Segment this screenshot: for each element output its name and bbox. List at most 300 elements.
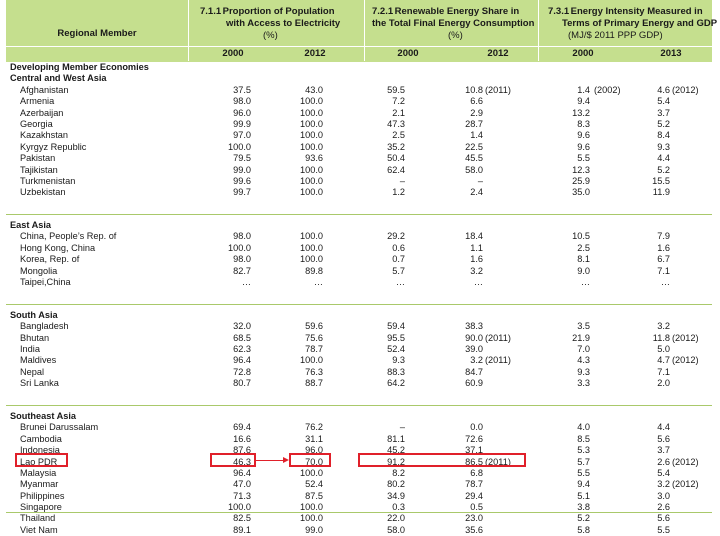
economy-name: Pakistan — [20, 153, 56, 164]
cell-value: 82.7 — [233, 265, 251, 276]
cell-value: 37.5 — [233, 84, 251, 95]
cell-value: 45.2 — [387, 445, 405, 456]
year-header: 2013 — [660, 48, 682, 59]
cell-value: 18.4 — [465, 231, 483, 242]
cell-value: 5.3 — [577, 445, 590, 456]
cell-value: 11.8 — [652, 332, 670, 343]
cell-value: 62.4 — [387, 164, 405, 175]
cell-value: 100.0 — [300, 141, 323, 152]
cell-value: 68.5 — [233, 332, 251, 343]
highlight-renewable-box — [358, 453, 526, 467]
indicator-7-1-1-header — [200, 6, 340, 42]
cell-value: 23.0 — [465, 513, 483, 524]
cell-value: 87.5 — [305, 490, 323, 501]
cell-value: 8.1 — [577, 254, 590, 265]
table-bottom-rule — [6, 512, 712, 513]
indicator-number: 7.2.1 — [372, 6, 394, 17]
cell-value: 88.7 — [305, 378, 323, 389]
economy-name: Kazakhstan — [20, 130, 69, 141]
group-gap — [6, 199, 712, 210]
cell-value: 3.7 — [657, 107, 670, 118]
cell-value: 4.4 — [657, 422, 670, 433]
economy-name: Bangladesh — [20, 321, 69, 332]
cell-value: 100.0 — [228, 502, 251, 513]
group-gap — [6, 288, 712, 299]
cell-value: 100.0 — [300, 231, 323, 242]
economy-name: Nepal — [20, 366, 45, 377]
cell-value: 22.0 — [387, 513, 405, 524]
economy-name: Taipei,China — [20, 277, 71, 288]
cell-value: 9.0 — [577, 265, 590, 276]
cell-value: 52.4 — [305, 479, 323, 490]
cell-value: 46.3 — [233, 456, 251, 467]
cell-value: 4.6 — [657, 84, 670, 95]
indicator-title-line2: with Access to Electricity — [226, 18, 341, 29]
highlight-name-box — [15, 453, 68, 467]
cell-value: 2.4 — [470, 187, 483, 198]
year-note: (2011) — [485, 332, 511, 343]
year-note: (2012) — [672, 355, 699, 366]
cell-value: 100.0 — [300, 96, 323, 107]
indicator-unit: (%) — [448, 30, 463, 41]
cell-value: 4.4 — [657, 153, 670, 164]
cell-value: 9.6 — [577, 130, 590, 141]
cell-value: 98.0 — [233, 96, 251, 107]
cell-value: 3.2 — [657, 321, 670, 332]
table-row — [6, 479, 712, 490]
indicator-number: 7.1.1 — [200, 6, 222, 17]
economy-name: Viet Nam — [20, 524, 58, 535]
cell-value: 87.6 — [233, 445, 251, 456]
cell-value: 47.3 — [387, 118, 405, 129]
cell-value: 97.0 — [233, 130, 251, 141]
year-note: (2011) — [485, 355, 511, 366]
cell-value: 9.4 — [577, 96, 590, 107]
cell-value: 7.0 — [577, 343, 590, 354]
cell-value: 1.6 — [470, 254, 483, 265]
cell-value: 8.2 — [392, 467, 405, 478]
cell-value: 80.7 — [233, 378, 251, 389]
cell-value: 8.4 — [657, 130, 670, 141]
cell-value: 7.9 — [657, 231, 670, 242]
cell-value: 0.3 — [392, 502, 405, 513]
arrow-line — [256, 460, 284, 461]
cell-value: 52.4 — [387, 343, 405, 354]
group-name: East Asia — [10, 220, 52, 231]
table-row — [6, 96, 712, 107]
cell-value: 78.7 — [305, 343, 323, 354]
cell-value: 100.0 — [300, 187, 323, 198]
table-row — [6, 277, 712, 288]
cell-value: 5.4 — [657, 467, 670, 478]
cell-value: 100.0 — [300, 513, 323, 524]
group-header-row — [6, 220, 712, 231]
cell-value: 79.5 — [233, 153, 251, 164]
cell-value: 3.0 — [657, 490, 670, 501]
year-header: 2000 — [397, 48, 419, 59]
cell-value: – — [477, 175, 483, 186]
cell-value: 5.8 — [577, 524, 590, 535]
section-title: Developing Member Economies — [10, 62, 149, 72]
cell-value: 3.3 — [577, 378, 590, 389]
cell-value: 100.0 — [300, 242, 323, 253]
cell-value: 72.8 — [233, 366, 251, 377]
cell-value: 5.2 — [577, 513, 590, 524]
cell-value: 29.4 — [465, 490, 483, 501]
economy-name: Indonesia — [20, 445, 60, 456]
economy-name: Sri Lanka — [20, 378, 59, 389]
cell-value: … — [473, 277, 483, 288]
cell-value: 11.9 — [652, 187, 670, 198]
cell-value: 96.4 — [233, 467, 251, 478]
cell-value: 2.6 — [657, 456, 670, 467]
table-row — [6, 266, 712, 277]
indicator-7-3-1-header — [548, 6, 717, 42]
cell-value: 2.1 — [392, 107, 405, 118]
cell-value: 15.5 — [652, 175, 670, 186]
indicator-title-line1: Proportion of Population — [222, 6, 335, 17]
economy-name: Singapore — [20, 502, 62, 513]
cell-value: 3.5 — [577, 321, 590, 332]
cell-value: 5.4 — [657, 96, 670, 107]
cell-value: 0.7 — [392, 254, 405, 265]
cell-value: – — [399, 422, 405, 433]
cell-value: 0.0 — [470, 422, 483, 433]
cell-value: 58.0 — [387, 524, 405, 535]
economy-name: Thailand — [20, 513, 56, 524]
economy-name: Hong Kong, China — [20, 242, 96, 253]
cell-value: 100.0 — [300, 164, 323, 175]
cell-value: 72.6 — [465, 433, 483, 444]
cell-value: 75.6 — [305, 332, 323, 343]
cell-value: 10.8 — [465, 84, 483, 95]
table-row — [6, 254, 712, 265]
cell-value: 82.5 — [233, 513, 251, 524]
cell-value: 2.6 — [657, 502, 670, 513]
cell-value: 96.4 — [233, 355, 251, 366]
cell-value: … — [580, 277, 590, 288]
cell-value: 70.0 — [305, 456, 323, 467]
cell-value: 100.0 — [300, 130, 323, 141]
economy-name: Afghanistan — [20, 84, 69, 95]
group-separator — [6, 405, 712, 408]
cell-value: 50.4 — [387, 153, 405, 164]
cell-value: 7.1 — [657, 265, 670, 276]
indicator-title-line2: the Total Final Energy Consumption — [372, 18, 535, 29]
group-separator — [6, 304, 712, 307]
economy-name: China, People’s Rep. of — [20, 231, 117, 242]
cell-value: 99.0 — [233, 164, 251, 175]
table-row — [6, 165, 712, 176]
cell-value: 37.1 — [465, 445, 483, 456]
cell-value: 91.2 — [387, 456, 405, 467]
table-row — [6, 333, 712, 344]
group-separator — [6, 214, 712, 217]
cell-value: … — [241, 277, 251, 288]
group-name: Southeast Asia — [10, 410, 77, 421]
section-title-row — [6, 62, 712, 73]
cell-value: 59.6 — [305, 321, 323, 332]
regional-member-header: Regional Member — [57, 28, 137, 39]
economy-name: Lao PDR — [20, 456, 58, 467]
table-row — [6, 119, 712, 130]
group-header-row — [6, 73, 712, 84]
cell-value: 1.2 — [392, 187, 405, 198]
cell-value: 4.7 — [657, 355, 670, 366]
cell-value: 5.5 — [657, 524, 670, 535]
indicator-title-line2: Terms of Primary Energy and GDP — [562, 18, 718, 29]
cell-value: 5.1 — [577, 490, 590, 501]
cell-value: 2.0 — [657, 378, 670, 389]
table-row — [6, 176, 712, 187]
cell-value: 60.9 — [465, 378, 483, 389]
group-name: South Asia — [10, 309, 58, 320]
cell-value: 76.3 — [305, 366, 323, 377]
year-note: (2011) — [485, 84, 511, 95]
table-row — [6, 525, 712, 536]
year-header: 2000 — [572, 48, 594, 59]
cell-value: 35.0 — [572, 187, 590, 198]
economy-name: Cambodia — [20, 433, 62, 444]
cell-value: 89.1 — [233, 524, 251, 535]
cell-value: 86.5 — [465, 456, 483, 467]
cell-value: 64.2 — [387, 378, 405, 389]
cell-value: … — [660, 277, 670, 288]
cell-value: 69.4 — [233, 422, 251, 433]
cell-value: 59.4 — [387, 321, 405, 332]
cell-value: 100.0 — [300, 118, 323, 129]
group-header-row — [6, 411, 712, 422]
economy-name: Korea, Rep. of — [20, 254, 80, 265]
cell-value: 31.1 — [305, 433, 323, 444]
cell-value: 2.5 — [577, 242, 590, 253]
economy-name: Myanmar — [20, 479, 59, 490]
cell-value: 7.1 — [657, 366, 670, 377]
cell-value: 98.0 — [233, 254, 251, 265]
cell-value: 22.5 — [465, 141, 483, 152]
cell-value: 1.6 — [657, 242, 670, 253]
cell-value: 3.2 — [470, 355, 483, 366]
cell-value: 29.2 — [387, 231, 405, 242]
year-header: 2000 — [222, 48, 244, 59]
table-row — [6, 491, 712, 502]
cell-value: 38.3 — [465, 321, 483, 332]
cell-value: 100.0 — [300, 175, 323, 186]
year-header: 2012 — [487, 48, 509, 59]
table-row — [6, 422, 712, 433]
economy-name: Bhutan — [20, 332, 50, 343]
cell-value: 47.0 — [233, 479, 251, 490]
cell-value: 16.6 — [233, 433, 251, 444]
cell-value: 6.6 — [470, 96, 483, 107]
economy-name: Armenia — [20, 96, 55, 107]
indicator-title-line1: Renewable Energy Share in — [394, 6, 520, 17]
economy-name: India — [20, 343, 40, 354]
year-note: (2012) — [672, 479, 699, 490]
cell-value: 81.1 — [387, 433, 405, 444]
cell-value: 99.0 — [305, 524, 323, 535]
cell-value: 8.5 — [577, 433, 590, 444]
cell-value: 32.0 — [233, 321, 251, 332]
cell-value: 4.0 — [577, 422, 590, 433]
cell-value: 80.2 — [387, 479, 405, 490]
cell-value: 2.5 — [392, 130, 405, 141]
cell-value: 9.4 — [577, 479, 590, 490]
cell-value: 35.6 — [465, 524, 483, 535]
cell-value: 100.0 — [300, 107, 323, 118]
highlight-2012-box — [289, 453, 331, 467]
cell-value: 34.9 — [387, 490, 405, 501]
indicator-unit: (MJ/$ 2011 PPP GDP) — [568, 30, 663, 41]
cell-value: 28.7 — [465, 118, 483, 129]
table-row — [6, 355, 712, 366]
table-row — [6, 108, 712, 119]
table-row — [6, 231, 712, 242]
table-row — [6, 378, 712, 389]
table-row — [6, 513, 712, 524]
cell-value: 78.7 — [465, 479, 483, 490]
cell-value: … — [313, 277, 323, 288]
cell-value: 4.3 — [577, 355, 590, 366]
cell-value: 8.3 — [577, 118, 590, 129]
table-row — [6, 130, 712, 141]
cell-value: 98.0 — [233, 231, 251, 242]
cell-value: 100.0 — [228, 242, 251, 253]
cell-value: 62.3 — [233, 343, 251, 354]
cell-value: 3.7 — [657, 445, 670, 456]
cell-value: 90.0 — [465, 332, 483, 343]
group-gap — [6, 390, 712, 401]
economy-name: Turkmenistan — [20, 175, 76, 186]
cell-value: 35.2 — [387, 141, 405, 152]
highlight-2000-box — [210, 453, 256, 467]
table-row — [6, 468, 712, 479]
table-row — [6, 434, 712, 445]
year-note: (2002) — [594, 84, 621, 95]
cell-value: 1.4 — [470, 130, 483, 141]
table-row — [6, 153, 712, 164]
cell-value: 12.3 — [572, 164, 590, 175]
cell-value: 5.6 — [657, 433, 670, 444]
cell-value: 58.0 — [465, 164, 483, 175]
economy-name: Maldives — [20, 355, 57, 366]
cell-value: 99.7 — [233, 187, 251, 198]
cell-value: 100.0 — [300, 467, 323, 478]
year-note: (2012) — [672, 84, 699, 95]
cell-value: 71.3 — [233, 490, 251, 501]
cell-value: 2.9 — [470, 107, 483, 118]
cell-value: … — [395, 277, 405, 288]
indicator-number: 7.3.1 — [548, 6, 570, 17]
cell-value: 100.0 — [228, 141, 251, 152]
cell-value: 13.2 — [572, 107, 590, 118]
cell-value: 99.9 — [233, 118, 251, 129]
group-header-row — [6, 310, 712, 321]
cell-value: 99.6 — [233, 175, 251, 186]
cell-value: 93.6 — [305, 153, 323, 164]
economy-name: Philippines — [20, 490, 65, 501]
cell-value: 100.0 — [300, 254, 323, 265]
cell-value: 3.2 — [657, 479, 670, 490]
cell-value: 5.7 — [577, 456, 590, 467]
cell-value: 84.7 — [465, 366, 483, 377]
cell-value: 0.6 — [392, 242, 405, 253]
table-row — [6, 142, 712, 153]
table-row — [6, 344, 712, 355]
table-row — [6, 321, 712, 332]
cell-value: 5.6 — [657, 513, 670, 524]
cell-value: 9.3 — [657, 141, 670, 152]
cell-value: 96.0 — [305, 445, 323, 456]
year-note: (2012) — [672, 456, 699, 467]
cell-value: 6.8 — [470, 467, 483, 478]
table-row — [6, 187, 712, 198]
table-row — [6, 367, 712, 378]
economy-name: Brunei Darussalam — [20, 422, 99, 433]
cell-value: 1.4 — [577, 84, 590, 95]
cell-value: 21.9 — [572, 332, 590, 343]
cell-value: 43.0 — [305, 84, 323, 95]
cell-value: 5.2 — [657, 118, 670, 129]
cell-value: 5.2 — [657, 164, 670, 175]
cell-value: 76.2 — [305, 422, 323, 433]
cell-value: 9.3 — [392, 355, 405, 366]
group-name: Central and West Asia — [10, 73, 107, 84]
economy-name: Uzbekistan — [20, 187, 66, 198]
cell-value: 3.2 — [470, 265, 483, 276]
cell-value: 25.9 — [572, 175, 590, 186]
year-note: (2012) — [672, 332, 699, 343]
economy-name: Mongolia — [20, 265, 58, 276]
year-header: 2012 — [304, 48, 326, 59]
economy-name: Georgia — [20, 118, 53, 129]
cell-value: 5.0 — [657, 343, 670, 354]
cell-value: 96.0 — [233, 107, 251, 118]
cell-value: 1.1 — [470, 242, 483, 253]
cell-value: 9.6 — [577, 141, 590, 152]
economy-name: Kyrgyz Republic — [20, 141, 87, 152]
cell-value: 95.5 — [387, 332, 405, 343]
cell-value: 100.0 — [300, 355, 323, 366]
year-note: (2011) — [485, 456, 511, 467]
indicator-7-2-1-header — [372, 6, 534, 42]
cell-value: 45.5 — [465, 153, 483, 164]
cell-value: 5.5 — [577, 467, 590, 478]
arrow-head-icon — [283, 457, 289, 463]
table-row — [6, 85, 712, 96]
cell-value: 3.8 — [577, 502, 590, 513]
cell-value: 6.7 — [657, 254, 670, 265]
cell-value: 88.3 — [387, 366, 405, 377]
indicator-unit: (%) — [263, 30, 278, 41]
table-row — [6, 243, 712, 254]
cell-value: 89.8 — [305, 265, 323, 276]
cell-value: 5.7 — [392, 265, 405, 276]
cell-value: 39.0 — [465, 343, 483, 354]
cell-value: 9.3 — [577, 366, 590, 377]
cell-value: – — [399, 175, 405, 186]
economy-name: Azerbaijan — [20, 107, 64, 118]
cell-value: 10.5 — [572, 231, 590, 242]
cell-value: 7.2 — [392, 96, 405, 107]
economy-name: Malaysia — [20, 467, 57, 478]
cell-value: 100.0 — [300, 502, 323, 513]
cell-value: 5.5 — [577, 153, 590, 164]
economy-name: Tajikistan — [20, 164, 58, 175]
indicator-title-line1: Energy Intensity Measured in — [570, 6, 703, 17]
cell-value: 0.5 — [470, 502, 483, 513]
cell-value: 59.5 — [387, 84, 405, 95]
